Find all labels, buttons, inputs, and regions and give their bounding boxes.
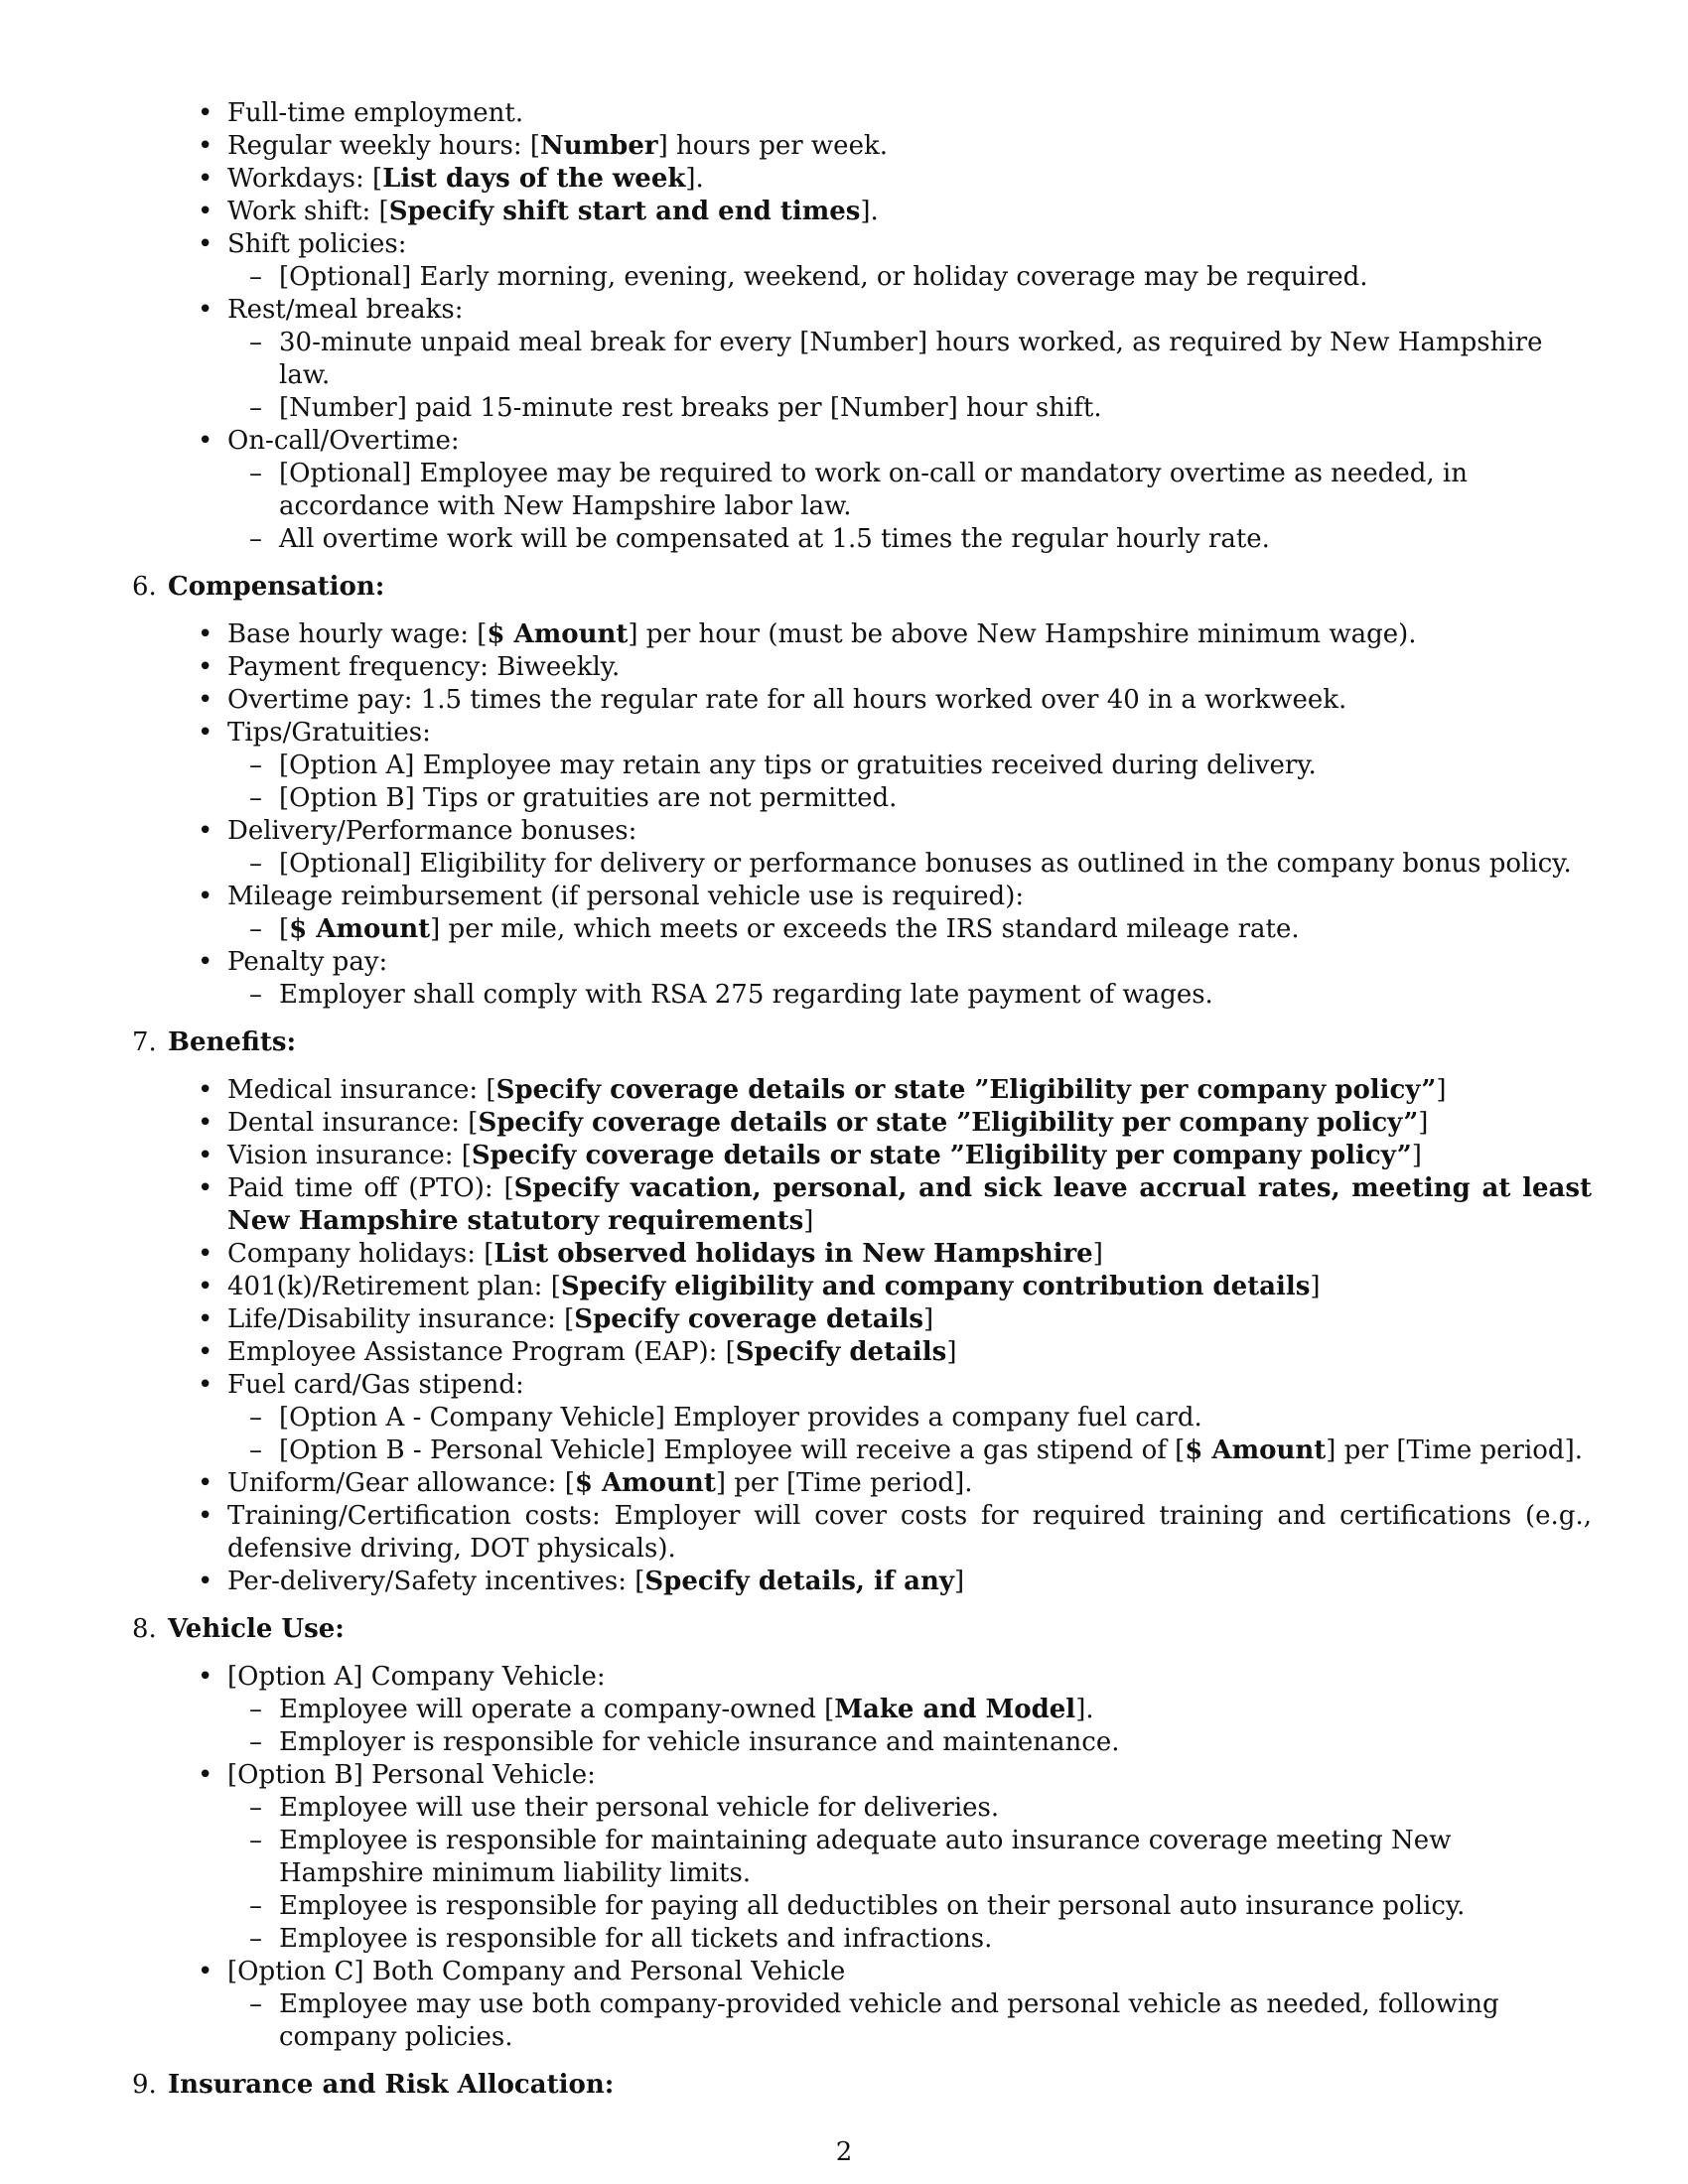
text-run: ] <box>1436 1075 1447 1105</box>
text-run: Payment frequency: Biweekly. <box>227 652 621 682</box>
section-number: 8. <box>132 1614 157 1644</box>
text-run: Employee will use their personal vehicle for deliveries. <box>279 1793 1000 1823</box>
placeholder-field: $ Amount <box>487 619 629 649</box>
text-run: Tips/Gratuities: <box>227 718 431 748</box>
text-run: [Option B - Personal Vehicle] Employee will receive a gas stipend of [ <box>279 1435 1186 1465</box>
text-run: ] <box>803 1206 814 1236</box>
list-item <box>132 1467 1592 1500</box>
placeholder-field: Specify details, if any <box>644 1567 954 1596</box>
text-run: Work shift: [ <box>227 197 389 226</box>
list-item <box>132 1566 1592 1598</box>
text-run: ] per [Time period]. <box>715 1468 973 1498</box>
text-run: Employee Assistance Program (EAP): [ <box>227 1337 736 1367</box>
text-run: Employee may use both company-provided vehicle and personal vehicle as needed, following company policies. <box>279 1989 1499 2052</box>
text-run: [Option A] Employee may retain any tips or gratuities received during delivery. <box>279 751 1317 780</box>
text-run: ]. <box>685 164 704 194</box>
text-run: Per-delivery/Safety incentives: [ <box>227 1567 645 1596</box>
list-item <box>132 1759 1592 1792</box>
text-run: ]. <box>860 197 879 226</box>
section-number: 9. <box>132 2070 157 2100</box>
list-item <box>132 684 1592 717</box>
text-run: [Optional] Employee may be required to work on-call or mandatory overtime as needed, in accordance with New Hampshire labor law. <box>279 459 1468 521</box>
text-run: [Optional] Early morning, evening, weekend, or holiday coverage may be required. <box>279 262 1368 292</box>
placeholder-field: Specify vacation, personal, and sick leave accrual rates, meeting at least New Hampshire statutory requirements <box>227 1173 1592 1236</box>
text-run: 401(k)/Retirement plan: [ <box>227 1272 561 1301</box>
list-item <box>132 651 1592 684</box>
list-item <box>132 1140 1592 1172</box>
text-run: Medical insurance: [ <box>227 1075 496 1105</box>
text-run: Employee will operate a company-owned [ <box>279 1695 835 1724</box>
text-run: ] per [Time period]. <box>1326 1435 1583 1465</box>
text-run: [ <box>279 914 290 944</box>
placeholder-field: Specify eligibility and company contribution details <box>560 1272 1311 1301</box>
list-item <box>132 1172 1592 1238</box>
text-run: Paid time off (PTO): [ <box>227 1173 514 1203</box>
placeholder-field: Specify coverage details or state ”Eligibility per company policy” <box>478 1108 1419 1138</box>
text-run: Penalty pay: <box>227 947 388 977</box>
placeholder-field: Specify coverage details <box>574 1304 923 1334</box>
sub-list-item <box>132 1792 1592 1825</box>
text-run: Dental insurance: [ <box>227 1108 479 1138</box>
text-run: Employee is responsible for paying all deductibles on their personal auto insurance policy. <box>279 1891 1466 1921</box>
section-list <box>132 618 1592 1012</box>
text-run: [Option B] Tips or gratuities are not permitted. <box>279 783 898 813</box>
text-run: Employee is responsible for all tickets and infractions. <box>279 1924 993 1954</box>
list-item <box>132 1336 1592 1369</box>
text-run: ] hours per week. <box>657 131 888 161</box>
sections-container <box>132 571 1592 2102</box>
section-title: Vehicle Use: <box>168 1614 345 1644</box>
text-run: Vision insurance: [ <box>227 1141 472 1170</box>
list-item <box>132 163 1592 196</box>
sub-list-item <box>132 1694 1592 1726</box>
section-list <box>132 1661 1592 2054</box>
text-run: Training/Certification costs: Employer will cover costs for required training and certifications (e.g., defensive driving, DOT physicals). <box>227 1501 1592 1564</box>
text-run: ] <box>1092 1239 1103 1269</box>
placeholder-field: List observed holidays in New Hampshire <box>493 1239 1093 1269</box>
placeholder-field: Specify coverage details or state ”Eligibility per company policy” <box>495 1075 1437 1105</box>
text-run: ] <box>1411 1141 1422 1170</box>
sub-list-item <box>132 979 1592 1012</box>
text-run: ] per mile, which meets or exceeds the IRS standard mileage rate. <box>430 914 1300 944</box>
list-item <box>132 1303 1592 1336</box>
list-item <box>132 815 1592 848</box>
list-item <box>132 946 1592 979</box>
text-run: Employer shall comply with RSA 275 regarding late payment of wages. <box>279 980 1213 1010</box>
list-item <box>132 97 1592 130</box>
list-item <box>132 1956 1592 1988</box>
sub-list-item <box>132 523 1592 556</box>
employment-terms-list <box>132 97 1592 556</box>
section-title: Insurance and Risk Allocation: <box>168 2070 615 2100</box>
list-item <box>132 1271 1592 1303</box>
list-item <box>132 1369 1592 1402</box>
list-item <box>132 717 1592 750</box>
list-item <box>132 294 1592 327</box>
section-title: Compensation: <box>168 572 385 602</box>
sub-list-item <box>132 261 1592 294</box>
text-run: All overtime work will be compensated at 1.5 times the regular hourly rate. <box>279 524 1270 554</box>
sub-list-item <box>132 750 1592 782</box>
text-run: Uniform/Gear allowance: [ <box>227 1468 575 1498</box>
list-item <box>132 1238 1592 1271</box>
text-run: Life/Disability insurance: [ <box>227 1304 575 1334</box>
list-item <box>132 130 1592 163</box>
sub-list-item <box>132 1825 1592 1890</box>
text-run: Fuel card/Gas stipend: <box>227 1370 524 1400</box>
list-item <box>132 1661 1592 1694</box>
list-item <box>132 1074 1592 1107</box>
placeholder-field: $ Amount <box>289 914 431 944</box>
placeholder-field: Specify coverage details or state ”Eligibility per company policy” <box>471 1141 1412 1170</box>
section-title: Benefits: <box>168 1027 297 1057</box>
text-run: Overtime pay: 1.5 times the regular rate for all hours worked over 40 in a workweek. <box>227 685 1347 715</box>
list-item <box>132 1107 1592 1140</box>
text-run: ]. <box>1075 1695 1094 1724</box>
sub-list-item <box>132 392 1592 425</box>
sub-list-item <box>132 1434 1592 1467</box>
document-body <box>132 97 1592 2116</box>
section-number: 6. <box>132 572 157 602</box>
sub-list-item <box>132 458 1592 523</box>
placeholder-field: Number <box>540 131 658 161</box>
text-run: Employer is responsible for vehicle insurance and maintenance. <box>279 1727 1120 1757</box>
list-item <box>132 425 1592 458</box>
text-run: Workdays: [ <box>227 164 383 194</box>
sub-list-item <box>132 782 1592 815</box>
text-run: ] <box>1418 1108 1429 1138</box>
section-heading <box>132 1613 1592 1646</box>
list-item <box>132 881 1592 913</box>
sub-list-item <box>132 1890 1592 1923</box>
text-run: ] <box>953 1567 965 1596</box>
text-run: Delivery/Performance bonuses: <box>227 816 637 846</box>
text-run: ] <box>1310 1272 1321 1301</box>
list-item <box>132 618 1592 651</box>
text-run: [Number] paid 15-minute rest breaks per [Number] hour shift. <box>279 393 1102 423</box>
text-run: [Option B] Personal Vehicle: <box>227 1760 596 1790</box>
placeholder-field: Make and Model <box>834 1695 1076 1724</box>
page-number: 2 <box>835 2137 853 2167</box>
text-run: Shift policies: <box>227 229 407 259</box>
sub-list-item <box>132 1402 1592 1434</box>
text-run: Base hourly wage: [ <box>227 619 488 649</box>
text-run: [Optional] Eligibility for delivery or performance bonuses as outlined in the company bonus policy. <box>279 849 1572 879</box>
text-run: Company holidays: [ <box>227 1239 494 1269</box>
sub-list-item <box>132 913 1592 946</box>
list-item <box>132 196 1592 228</box>
text-run: [Option A - Company Vehicle] Employer provides a company fuel card. <box>279 1403 1202 1433</box>
text-run: [Option C] Both Company and Personal Vehicle <box>227 1957 846 1986</box>
section-heading <box>132 1026 1592 1059</box>
text-run: Regular weekly hours: [ <box>227 131 540 161</box>
text-run: [Option A] Company Vehicle: <box>227 1662 606 1692</box>
text-run: Mileage reimbursement (if personal vehicle use is required): <box>227 882 1025 911</box>
sub-list-item <box>132 1726 1592 1759</box>
text-run: Employee is responsible for maintaining adequate auto insurance coverage meeting New Hampshire minimum liability limits. <box>279 1826 1452 1888</box>
list-item <box>132 1500 1592 1566</box>
text-run: On-call/Overtime: <box>227 426 460 456</box>
placeholder-field: Specify details <box>735 1337 947 1367</box>
list-item <box>132 228 1592 261</box>
placeholder-field: List days of the week <box>382 164 686 194</box>
section-heading <box>132 2069 1592 2102</box>
text-run: 30-minute unpaid meal break for every [Number] hours worked, as required by New Hampshire law. <box>279 328 1543 390</box>
text-run: Full-time employment. <box>227 98 524 128</box>
section-number: 7. <box>132 1027 157 1057</box>
sub-list-item <box>132 848 1592 881</box>
section-heading <box>132 571 1592 604</box>
text-run: ] per hour (must be above New Hampshire minimum wage). <box>628 619 1417 649</box>
placeholder-field: Specify shift start and end times <box>388 197 861 226</box>
sub-list-item <box>132 1923 1592 1956</box>
sub-list-item <box>132 1988 1592 2054</box>
text-run: Rest/meal breaks: <box>227 295 464 325</box>
placeholder-field: $ Amount <box>574 1468 716 1498</box>
text-run: ] <box>922 1304 934 1334</box>
sub-list-item <box>132 327 1592 392</box>
text-run: ] <box>946 1337 957 1367</box>
section-list <box>132 1074 1592 1598</box>
placeholder-field: $ Amount <box>1185 1435 1327 1465</box>
